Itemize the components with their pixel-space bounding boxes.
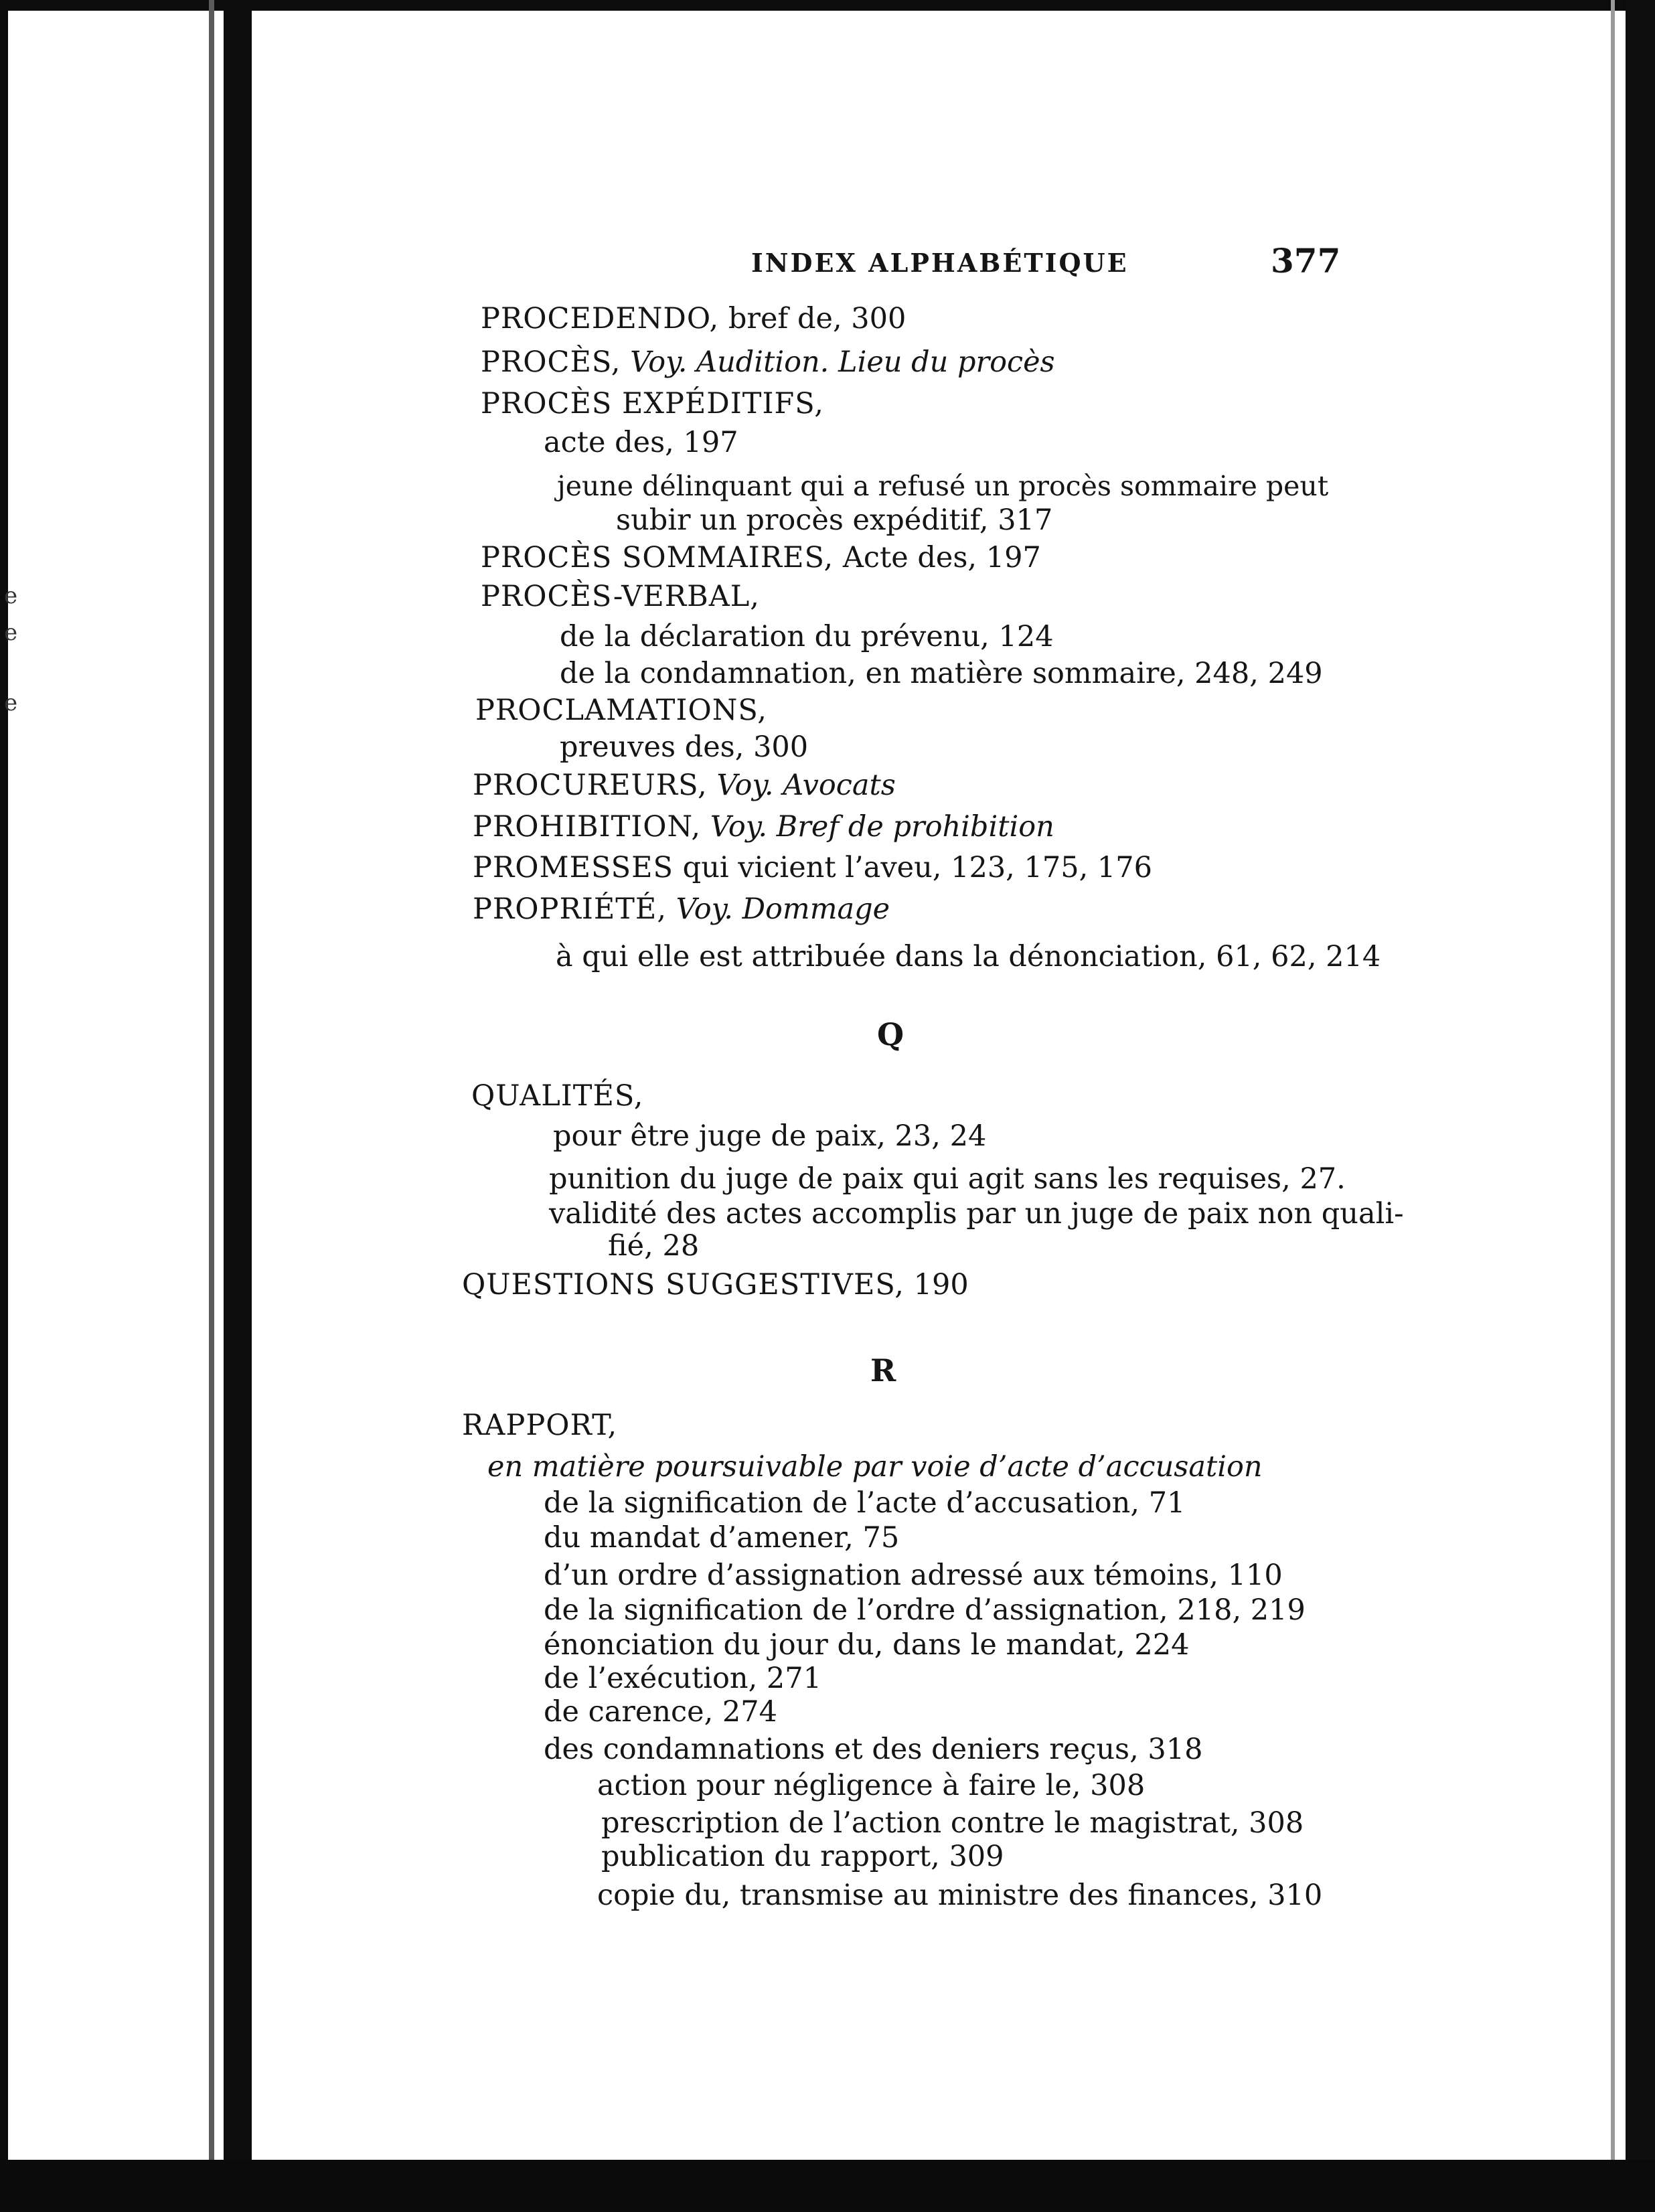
index-subentry [556, 940, 1381, 973]
index-entry [473, 810, 1054, 844]
entry-heading: PROCEDENDO, [481, 302, 720, 335]
index-subentry [544, 1664, 821, 1693]
index-subentry [560, 620, 1054, 653]
entry-text: fié, 28 [608, 1229, 700, 1263]
index-entry [473, 892, 890, 926]
entry-heading: QUESTIONS SUGGESTIVES, [462, 1268, 904, 1301]
entry-text: action pour négligence à faire le, 308 [597, 1769, 1146, 1802]
entry-heading: RAPPORT, [462, 1409, 618, 1442]
entry-text: jeune délinquant qui a refusé un procès sommaire peut [557, 470, 1329, 502]
index-entry [462, 1268, 969, 1301]
index-entry [481, 302, 907, 335]
entry-heading: QUALITÉS, [471, 1079, 644, 1113]
entry-text [708, 769, 717, 802]
entry-heading: PROCÈS EXPÉDITIFS, [481, 387, 824, 420]
entry-text [667, 892, 676, 926]
entry-heading: PROCLAMATIONS, [475, 694, 767, 727]
index-subentry [544, 1695, 777, 1729]
entry-heading: PROCÈS-VERBAL, [481, 580, 760, 613]
index-subentry [544, 1628, 1190, 1662]
index-entry [471, 1079, 644, 1113]
entry-text: copie du, transmise au ministre des finances, 310 [597, 1879, 1323, 1912]
entry-text [701, 810, 710, 844]
entry-text: qui vicient l’aveu, 123, 175, 176 [674, 851, 1153, 884]
index-subsubentry [601, 1806, 1304, 1840]
facing-page-edge [209, 0, 214, 2212]
index-subentry [557, 470, 1329, 502]
index-subsubentry [597, 1771, 1145, 1800]
page-number: 377 [1271, 241, 1341, 281]
index-subentry-continued [616, 503, 1053, 537]
entry-text: de la condamnation, en matière sommaire, 248, 249 [560, 657, 1323, 690]
section-letter-q: Q [877, 1016, 904, 1052]
entry-text: prescription de l’action contre le magistrat, 308 [601, 1806, 1304, 1840]
entry-text: punition du juge de paix qui agit sans les requises, 27. [549, 1162, 1346, 1196]
subheading-text: en matière poursuivable par voie d’acte d’accusation [487, 1450, 1263, 1484]
entry-text: énonciation du jour du, dans le mandat, 224 [544, 1628, 1190, 1662]
entry-text: 190 [904, 1268, 969, 1301]
index-subsubentry [601, 1842, 1004, 1871]
section-letter-r: R [870, 1352, 896, 1389]
index-subheading [487, 1450, 1263, 1484]
index-entry [481, 541, 1041, 574]
index-subentry [560, 730, 809, 764]
cross-reference: Voy. Bref de prohibition [710, 810, 1054, 844]
index-subentry [544, 1735, 1203, 1764]
index-subentry [544, 1521, 900, 1555]
facing-page-bleed-text: e [4, 690, 18, 716]
entry-heading: PROHIBITION, [473, 810, 702, 844]
facing-page-bleed-text: e [4, 582, 18, 609]
entry-text: bref de, 300 [719, 302, 907, 335]
entry-text: publication du rapport, 309 [601, 1840, 1004, 1873]
scan-left-border [0, 0, 8, 2212]
entry-heading: PROCÈS SOMMAIRES, [481, 541, 834, 574]
index-subentry [544, 1561, 1283, 1590]
running-title: INDEX ALPHABÉTIQUE [751, 248, 1129, 278]
index-subsubentry [597, 1881, 1322, 1910]
entry-text: d’un ordre d’assignation adressé aux témoins, 110 [544, 1559, 1283, 1592]
entry-heading: PROCUREURS, [473, 769, 708, 802]
cross-reference: Voy. Avocats [716, 769, 896, 802]
facing-page-bleed-text: e [4, 619, 18, 646]
entry-text: subir un procès expéditif, 317 [616, 503, 1053, 537]
entry-text: acte des, 197 [544, 426, 738, 459]
entry-text: de la signification de l’acte d’accusation, 71 [544, 1486, 1186, 1520]
entry-text: de la déclaration du prévenu, 124 [560, 620, 1054, 653]
index-entry [473, 771, 896, 800]
entry-text: de la signification de l’ordre d’assignation, 218, 219 [544, 1593, 1306, 1627]
entry-text: de carence, 274 [544, 1695, 777, 1729]
entry-text [621, 345, 630, 379]
entry-text: pour être juge de paix, 23, 24 [553, 1119, 987, 1153]
entry-heading: PROCÈS, [481, 345, 621, 379]
entry-heading: PROPRIÉTÉ, [473, 892, 667, 926]
index-entry [481, 582, 760, 611]
page-header [0, 241, 1655, 281]
cross-reference: Voy. Dommage [676, 892, 890, 926]
index-subentry [544, 428, 738, 457]
book-gutter [224, 0, 252, 2212]
index-subentry-continued [608, 1229, 700, 1263]
entry-text: du mandat d’amener, 75 [544, 1521, 900, 1555]
index-subentry [553, 1119, 987, 1153]
index-entry [481, 345, 1055, 379]
cross-reference: Voy. Audition. Lieu du procès [630, 345, 1055, 379]
page-edge-line [1611, 0, 1615, 2212]
index-subentry [544, 1486, 1186, 1520]
index-subentry [544, 1593, 1306, 1627]
index-entry [481, 387, 824, 420]
entry-text: preuves des, 300 [560, 730, 809, 764]
index-subentry [549, 1162, 1346, 1196]
scan-right-border [1626, 0, 1655, 2212]
entry-heading: PROMESSES [473, 851, 674, 884]
entry-text: des condamnations et des deniers reçus, 318 [544, 1733, 1203, 1766]
index-subentry [549, 1197, 1404, 1231]
scan-bottom-border [0, 2160, 1655, 2212]
index-entry [473, 851, 1153, 884]
entry-text: à qui elle est attribuée dans la dénonciation, 61, 62, 214 [556, 940, 1381, 973]
entry-text: validité des actes accomplis par un juge de paix non quali- [549, 1197, 1404, 1231]
entry-text: de l’exécution, 271 [544, 1662, 822, 1695]
index-subentry [560, 659, 1323, 688]
index-entry [475, 696, 767, 725]
index-entry [462, 1411, 617, 1440]
entry-text: Acte des, 197 [834, 541, 1041, 574]
